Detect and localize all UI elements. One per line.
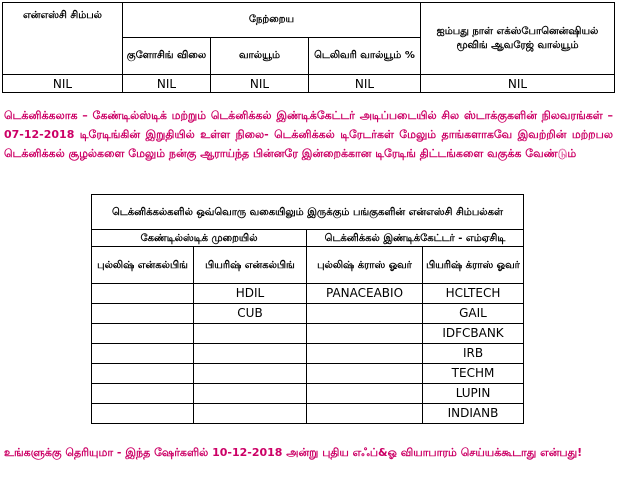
value-avg-volume: NIL — [421, 75, 615, 93]
header-symbol: என்எஸ்சி சிம்பல் — [3, 3, 123, 75]
stock-volume-table — [2, 2, 615, 93]
col-bearish-engulfing: பியரிஷ் என்கல்பிங் — [194, 247, 307, 284]
table-cell — [92, 384, 194, 404]
header-current: நேற்றைய — [123, 3, 421, 38]
table-cell — [92, 404, 194, 424]
table-cell — [194, 384, 307, 404]
col-bullish-crossover: புல்லிஷ் க்ராஸ் ஓவர் — [307, 247, 423, 284]
table-cell — [92, 284, 194, 304]
table-cell — [307, 384, 423, 404]
group-candlestick: கேண்டில்ஸ்டிக் முறையில் — [92, 230, 307, 247]
technical-symbols-table — [91, 194, 524, 424]
header-avg-volume: ஐம்பது நாள் எக்ஸ்போனென்ஷியல் மூவிங் ஆவரேஜ் வால்யூம் — [421, 3, 615, 75]
header-delivery-volume: டெலிவரி வால்யூம் % — [309, 38, 421, 75]
table-cell — [92, 364, 194, 384]
table-cell: PANACEABIO — [307, 284, 423, 304]
table-cell — [194, 324, 307, 344]
table-cell: INDIANB — [423, 404, 524, 424]
table-cell — [307, 324, 423, 344]
header-volume: வால்யூம் — [211, 38, 309, 75]
table-cell — [92, 344, 194, 364]
table-cell: LUPIN — [423, 384, 524, 404]
table-cell — [307, 404, 423, 424]
value-volume: NIL — [211, 75, 309, 93]
table-cell — [194, 364, 307, 384]
table-cell — [92, 304, 194, 324]
table-cell: HDIL — [194, 284, 307, 304]
col-bullish-engulfing: புல்லிஷ் என்கல்பிங் — [92, 247, 194, 284]
table-cell: GAIL — [423, 304, 524, 324]
table-cell — [307, 364, 423, 384]
value-delivery-volume: NIL — [309, 75, 421, 93]
table-cell: TECHM — [423, 364, 524, 384]
table-cell — [194, 404, 307, 424]
table-cell — [307, 344, 423, 364]
col-bearish-crossover: பியரிஷ் க்ராஸ் ஓவர் — [423, 247, 524, 284]
value-symbol: NIL — [3, 75, 123, 93]
table-cell: IDFCBANK — [423, 324, 524, 344]
table2-title: டெக்னிக்கல்களில் ஒவ்வொரு வகையிலும் இருக்கும் பங்குகளின் என்எஸ்சி சிம்பல்கள் — [92, 195, 524, 230]
table-cell: IRB — [423, 344, 524, 364]
value-close-price: NIL — [123, 75, 211, 93]
table-cell — [307, 304, 423, 324]
table-cell: HCLTECH — [423, 284, 524, 304]
table-cell: CUB — [194, 304, 307, 324]
notice-paragraph: உங்களுக்கு தெரியுமா - இந்த ஷேர்களில் 10-12-2018 அன்று புதிய எஃப்&ஓ வியாபாரம் செய்யக்கூடாது என்பது! — [4, 446, 583, 459]
table-cell — [194, 344, 307, 364]
table-cell — [92, 324, 194, 344]
intro-paragraph: டெக்னிக்கலாக – கேண்டில்ஸ்டிக் மற்றும் டெக்னிக்கல் இண்டிக்கேட்டர் அடிப்படையில் சில ஸ்டாக்குகளின் நிலவரங்கள் – 07-12-2018 டிரேடிங்கின் இறுதியில் உள்ள நிலை- டெக்னிக்கல் டிரேடர்கள் மேலும் தாங்களாகவே இவற்றின் மற்றபல டெக்னிக்கல் சூழல்களை மேலும் நன்கு ஆராய்ந்த பின்னரே இன்றைக்கான டிரேடிங் திட்டங்களை வகுக்க வேண்டும் — [4, 109, 613, 160]
group-macd: டெக்னிக்கல் இண்டிக்கேட்டர் - எம்ஏசிடி — [307, 230, 524, 247]
header-close-price: குளோசிங் விலை — [123, 38, 211, 75]
